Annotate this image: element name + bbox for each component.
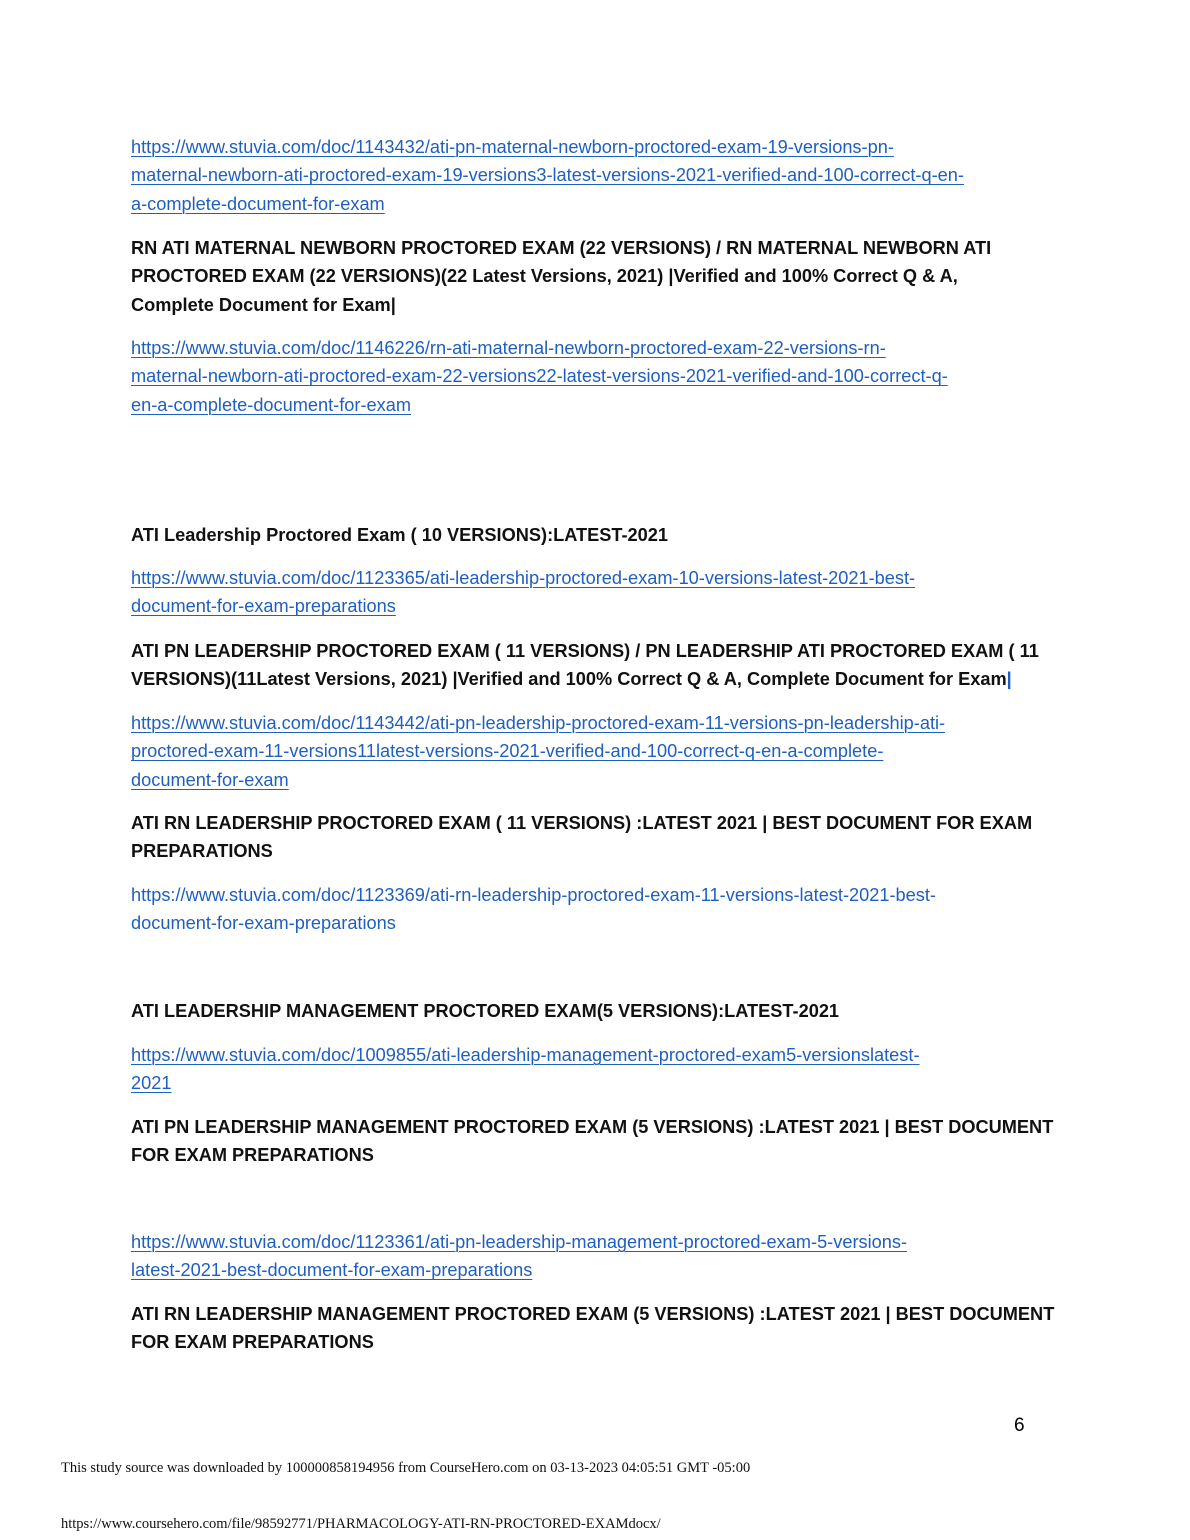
link-line[interactable]: https://www.stuvia.com/doc/1143442/ati-pn-leadership-proctored-exam-11-versions-pn-leadership-ati-: [131, 713, 946, 733]
link-line[interactable]: https://www.stuvia.com/doc/1123361/ati-pn-leadership-management-proctored-exam-5-versions-: [131, 1232, 908, 1252]
download-notice: This study source was downloaded by 100000858194956 from CourseHero.com on 03-13-2023 04:05:51 GMT -05:00: [61, 1460, 751, 1476]
heading-text: VERSIONS)(11Latest Versions, 2021) |Verified and 100% Correct Q & A, Complete Document for Exam: [131, 669, 1007, 690]
link-line[interactable]: document-for-exam-preparations: [131, 913, 396, 934]
link-maternal-newborn-19[interactable]: [131, 133, 1041, 218]
heading-line: RN ATI MATERNAL NEWBORN PROCTORED EXAM (22 VERSIONS) / RN MATERNAL NEWBORN ATI: [131, 238, 992, 258]
heading-line: ATI LEADERSHIP MANAGEMENT PROCTORED EXAM(5 VERSIONS):LATEST-2021: [131, 1001, 840, 1021]
page-number: 6: [1014, 1415, 1025, 1436]
link-line[interactable]: document-for-exam: [131, 769, 289, 790]
heading-ati-leadership-management-5: [131, 997, 1041, 1025]
heading-line: ATI RN LEADERSHIP PROCTORED EXAM ( 11 VERSIONS) :LATEST 2021 | BEST DOCUMENT FOR EXAM: [131, 813, 1033, 833]
link-line[interactable]: https://www.stuvia.com/doc/1009855/ati-leadership-management-proctored-exam5-versionslatest-: [131, 1045, 920, 1065]
link-line[interactable]: https://www.stuvia.com/doc/1123369/ati-rn-leadership-proctored-exam-11-versions-latest-2021-best-: [131, 885, 936, 905]
link-line[interactable]: https://www.stuvia.com/doc/1123365/ati-leadership-proctored-exam-10-versions-latest-2021-best-: [131, 568, 916, 588]
link-line[interactable]: maternal-newborn-ati-proctored-exam-22-versions22-latest-versions-2021-verified-and-100-correct-q-: [131, 366, 948, 387]
heading-line: PREPARATIONS: [131, 841, 273, 862]
heading-ati-pn-leadership-11: [131, 637, 1041, 694]
link-rn-maternal-newborn-22[interactable]: [131, 334, 1041, 419]
trailing-link[interactable]: |: [1006, 669, 1012, 690]
heading-rn-maternal-newborn: [131, 234, 1041, 319]
link-line[interactable]: https://www.stuvia.com/doc/1143432/ati-pn-maternal-newborn-proctored-exam-19-versions-pn-: [131, 137, 894, 157]
link-line[interactable]: 2021: [131, 1073, 172, 1094]
heading-line: PROCTORED EXAM (22 VERSIONS)(22 Latest Versions, 2021) |Verified and 100% Correct Q & A,: [131, 266, 958, 287]
heading-ati-rn-leadership-11: [131, 809, 1041, 866]
link-ati-leadership-management-5[interactable]: [131, 1041, 1041, 1098]
link-ati-pn-leadership-management-5[interactable]: [131, 1228, 1041, 1285]
link-line[interactable]: document-for-exam-preparations: [131, 596, 396, 617]
heading-ati-pn-leadership-management-5: [131, 1113, 1054, 1170]
link-line[interactable]: latest-2021-best-document-for-exam-preparations: [131, 1260, 533, 1281]
link-line[interactable]: maternal-newborn-ati-proctored-exam-19-versions3-latest-versions-2021-verified-and-100-correct-q-en-: [131, 165, 964, 186]
link-line[interactable]: https://www.stuvia.com/doc/1146226/rn-ati-maternal-newborn-proctored-exam-22-versions-rn-: [131, 338, 886, 358]
heading-line: FOR EXAM PREPARATIONS: [131, 1332, 374, 1353]
heading-ati-leadership-10: [131, 521, 1041, 549]
heading-line: Complete Document for Exam|: [131, 294, 396, 315]
link-line[interactable]: en-a-complete-document-for-exam: [131, 394, 411, 415]
heading-line: ATI RN LEADERSHIP MANAGEMENT PROCTORED EXAM (5 VERSIONS) :LATEST 2021 | BEST DOCUMENT: [131, 1304, 1055, 1324]
link-ati-rn-leadership-11[interactable]: [131, 881, 1041, 938]
link-ati-pn-leadership-11[interactable]: [131, 709, 1041, 794]
source-url: https://www.coursehero.com/file/98592771/PHARMACOLOGY-ATI-RN-PROCTORED-EXAMdocx/: [61, 1516, 661, 1532]
heading-ati-rn-leadership-management-5: [131, 1300, 1055, 1357]
link-ati-leadership-10[interactable]: [131, 564, 1041, 621]
heading-line: [131, 665, 1041, 693]
link-line[interactable]: a-complete-document-for-exam: [131, 193, 385, 214]
heading-line: ATI Leadership Proctored Exam ( 10 VERSIONS):LATEST-2021: [131, 525, 669, 545]
heading-line: FOR EXAM PREPARATIONS: [131, 1145, 374, 1166]
heading-line: ATI PN LEADERSHIP MANAGEMENT PROCTORED EXAM (5 VERSIONS) :LATEST 2021 | BEST DOCUMENT: [131, 1117, 1054, 1137]
heading-line: ATI PN LEADERSHIP PROCTORED EXAM ( 11 VERSIONS) / PN LEADERSHIP ATI PROCTORED EXAM ( 11: [131, 641, 1039, 661]
link-line[interactable]: proctored-exam-11-versions11latest-versions-2021-verified-and-100-correct-q-en-a-complete-: [131, 741, 884, 762]
